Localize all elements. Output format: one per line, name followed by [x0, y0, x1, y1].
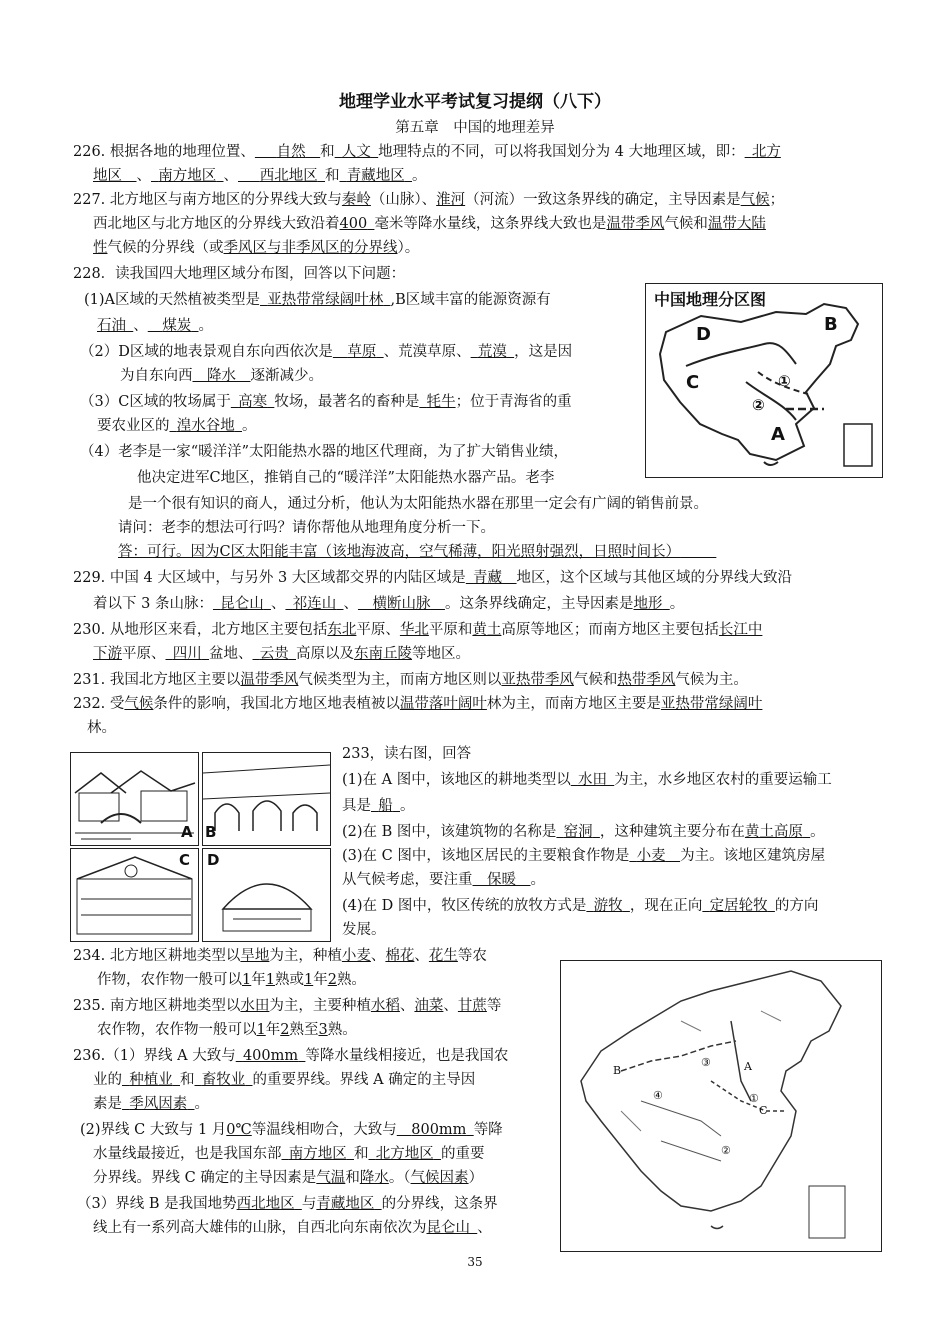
question-228-3-line1: （3）C区域的牧场属于 高寒 牧场，最著名的畜种是 牦牛；位于青海省的重 — [80, 394, 572, 410]
question-230-line1: 230. 从地形区来看，北方地区主要包括东北平原、华北平原和黄土高原等地区；而南方地区主要包括长江中 — [73, 622, 763, 638]
question-236-3-line1: （3）界线 B 是我国地势西北地区 与青藏地区 的分界线，这条界 — [77, 1196, 498, 1212]
question-228-3-line2: 要农业区的 湟水谷地 。 — [97, 418, 257, 434]
chapter-title: 第五章 中国的地理差异 — [395, 120, 555, 136]
question-228-1-line1: (1)A区域的天然植被类型是 亚热带常绿阔叶林 ,B区域丰富的能源资源有 — [84, 292, 551, 308]
question-228-1-line2: 石油 、 煤炭 。 — [97, 318, 213, 334]
question-226-line2: 地区 、 南方地区 、 西北地区 和 青藏地区 。 — [93, 168, 427, 184]
question-236-1-line2: 业的 种植业 和 畜牧业 的重要界线。界线 A 确定的主导因 — [93, 1072, 476, 1088]
question-228-2-line1: （2）D区域的地表景观自东向西依次是 草原 、荒漠草原、 荒漠 ，这是因 — [80, 344, 573, 360]
boundary-map-drawing — [561, 961, 881, 1251]
question-232-line2: 林。 — [87, 720, 116, 736]
question-231: 231. 我国北方地区主要以温带季风气候类型为主，而南方地区则以亚热带季风气候和热带季风气候为主。 — [73, 672, 748, 688]
panel-b-cave-dwelling — [202, 752, 331, 846]
question-233-3-line1: (3)在 C 图中，该地区居民的主要粮食作物是 小麦 为主。该地区建筑房屋 — [342, 848, 826, 864]
question-228-intro: 228．读我国四大地理区域分布图，回答以下问题： — [73, 266, 406, 282]
panel-a-water-town — [70, 752, 199, 846]
question-233-2: (2)在 B 图中，该建筑物的名称是 窑洞 ，这种建筑主要分布在黄土高原 。 — [342, 824, 825, 840]
question-233-1-line2: 具是 船 。 — [342, 798, 415, 814]
question-228-4-line4: 请问：老李的想法可行吗？请你帮他从地理角度分析一下。 — [118, 520, 495, 536]
question-232-line1: 232. 受气候条件的影响，我国北方地区地表植被以温带落叶阔叶林为主，而南方地区主要是亚热带常绿阔叶 — [73, 696, 763, 712]
question-227-line3: 性气候的分界线（或季风区与非季风区的分界线）。 — [93, 240, 420, 256]
boundary-label-3: ③ — [701, 1056, 711, 1069]
question-235-line1: 235. 南方地区耕地类型以水田为主，主要种植水稻、油菜、甘蔗等 — [73, 998, 502, 1014]
question-229-line1: 229. 中国 4 大区域中，与另外 3 大区域都交界的内陆区域是 青藏 地区，这个区域与其他区域的分界线大致沿 — [73, 570, 793, 586]
map-title: 中国地理分区图 — [654, 290, 767, 309]
map-label-b: B — [824, 314, 838, 335]
question-233-3-line2: 从气候考虑，要注重 保暖 。 — [342, 872, 545, 888]
page-title: 地理学业水平考试复习提纲（八下） — [339, 92, 611, 112]
panel-label-a: A — [181, 823, 193, 841]
question-236-1-line3: 素是 季风因素 。 — [93, 1096, 209, 1112]
question-228-2-line2: 为自东向西 降水 逐渐减少。 — [120, 368, 323, 384]
panel-d-yurt — [202, 848, 331, 942]
panel-label-c: C — [179, 851, 191, 869]
map-label-1: ① — [778, 372, 791, 390]
question-236-2-line2: 水量线最接近，也是我国东部 南方地区 和 北方地区 的重要 — [93, 1146, 485, 1162]
map-label-2: ② — [752, 396, 765, 414]
china-boundary-map — [560, 960, 882, 1252]
question-236-2-line3: 分界线。界线 C 确定的主导因素是气温和降水。（气候因素） — [93, 1170, 484, 1186]
boundary-label-b: B — [613, 1064, 622, 1077]
question-233-4-line1: (4)在 D 图中，牧区传统的放牧方式是 游牧 ，现在正向 定居轮牧 的方向 — [342, 898, 819, 914]
panel-label-d: D — [207, 851, 220, 869]
boundary-label-a: A — [744, 1060, 752, 1073]
boundary-label-c: C — [759, 1104, 768, 1117]
question-230-line2: 下游平原、 四川 盆地、 云贵 高原以及东南丘陵等地区。 — [93, 646, 470, 662]
panel-label-b: B — [205, 823, 217, 841]
panel-c-northern-house — [70, 848, 199, 942]
question-236-1-line1: 236.（1）界线 A 大致与 400mm 等降水量线相接近，也是我国农 — [73, 1048, 509, 1064]
question-227-line1: 227. 北方地区与南方地区的分界线大致与秦岭（山脉）、淮河（河流）一致这条界线的确定，主导因素是气候； — [73, 192, 785, 208]
question-234-line2: 作物，农作物一般可以1年1熟或1年2熟。 — [97, 972, 366, 988]
question-235-line2: 农作物，农作物一般可以1年2熟至3熟。 — [97, 1022, 357, 1038]
question-227-line2: 西北地区与北方地区的分界线大致沿着400 毫米等降水量线，这条界线大致也是温带季风气候和温带大陆 — [93, 216, 766, 232]
question-234-line1: 234. 北方地区耕地类型以旱地为主，种植小麦、棉花、花生等农 — [73, 948, 487, 964]
china-region-map — [645, 283, 883, 478]
page-number: 35 — [467, 1255, 483, 1269]
question-233-1-line1: (1)在 A 图中，该地区的耕地类型以 水田 为主，水乡地区农村的重要运输工 — [342, 772, 832, 788]
question-236-2-line1: (2)界线 C 大致与 1 月0℃等温线相吻合，大致与 800mm 等降 — [80, 1122, 503, 1138]
map-outline-drawing — [646, 284, 882, 477]
question-236-3-line2: 线上有一系列高大雄伟的山脉，自西北向东南依次为昆仑山 、 — [93, 1220, 492, 1236]
question-233-intro: 233，读右图，回答 — [342, 746, 472, 762]
question-228-4-line2: 他决定进军C地区，推销自己的“暖洋洋”太阳能热水器产品。老李 — [137, 470, 555, 486]
map-label-c: C — [686, 372, 700, 393]
boundary-label-4: ④ — [653, 1089, 663, 1102]
map-label-a: A — [771, 424, 785, 445]
map-label-d: D — [696, 324, 711, 345]
question-228-answer: 答：可行。因为C区太阳能丰富（该地海波高，空气稀薄，阳光照射强烈，日照时间长） — [118, 544, 681, 560]
question-228-4-line3: 是一个很有知识的商人，通过分析，他认为太阳能热水器在那里一定会有广阔的销售前景。 — [128, 496, 708, 512]
boundary-label-1: ① — [749, 1092, 759, 1105]
question-228-4-line1: （4）老李是一家“暖洋洋”太阳能热水器的地区代理商，为了扩大销售业绩， — [80, 444, 569, 460]
question-229-line2: 着以下 3 条山脉： 昆仑山 、 祁连山 、 横断山脉 。这条界线确定，主导因素是地形 。 — [93, 596, 685, 612]
question-233-4-line2: 发展。 — [342, 922, 386, 938]
illustration-panels — [70, 752, 332, 942]
question-226-line1: 226. 根据各地的地理位置、 自然 和 人文 地理特点的不同，可以将我国划分为 4 大地理区域，即： 北方 — [73, 144, 781, 160]
boundary-label-2: ② — [721, 1144, 731, 1157]
